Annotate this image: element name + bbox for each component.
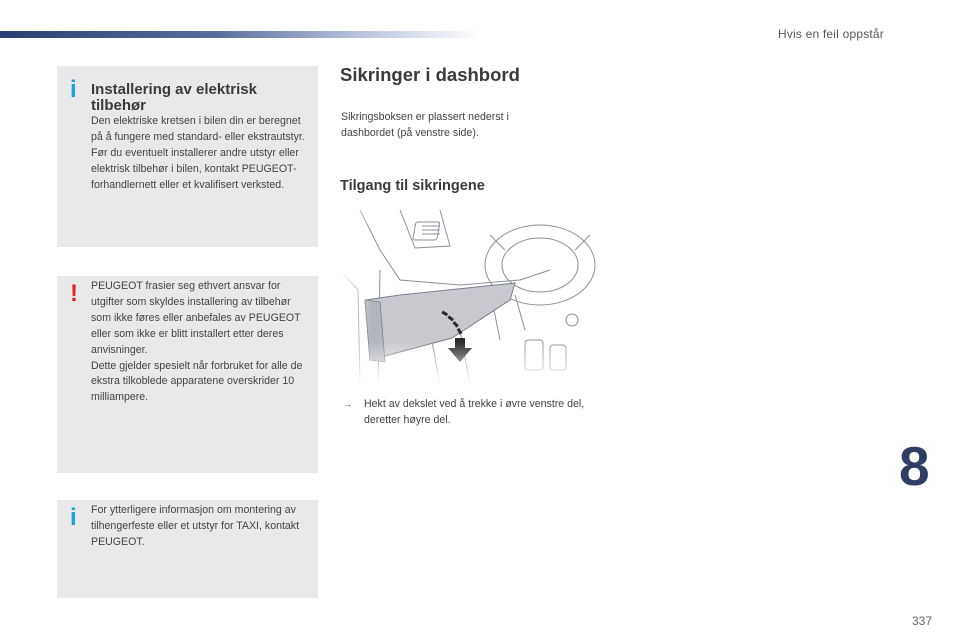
bullet-arrow-icon: → bbox=[343, 399, 352, 409]
section-title: Hvis en feil oppstår bbox=[777, 27, 884, 41]
info-box-electrical-accessories bbox=[57, 66, 318, 247]
warning-box-liability bbox=[57, 276, 318, 473]
box-text: For ytterligere informasjon om montering av tilhengerfeste eller et utstyr for TAXI, kontakt PEUGEOT. bbox=[91, 504, 300, 548]
box-text: PEUGEOT frasier seg ethvert ansvar for utgifter som skyldes installering av tilbehør som ikke føres eller anbefales av PEUGEOT eller som ikke er blitt installert etter deres anvisninger. Dette gjelder spesielt når forbruket for alle de ekstra tilkoblede apparatene overskrider 10 milliampere. bbox=[91, 280, 303, 404]
warning-icon: ! bbox=[70, 280, 78, 307]
box-title: Installering av elektrisk tilbehør bbox=[91, 81, 257, 114]
info-icon: i bbox=[70, 504, 77, 531]
instruction-text: Hekt av dekslet ved å trekke i øvre venstre del, deretter høyre del. bbox=[364, 398, 585, 426]
chapter-number: 8 bbox=[899, 435, 930, 497]
intro-text: Sikringsboksen er plassert nederst i dashbordet (på venstre side). bbox=[341, 111, 509, 139]
heading-fuses-dashboard: Sikringer i dashbord bbox=[340, 64, 520, 85]
header-gradient-bar bbox=[0, 31, 480, 38]
info-box-towbar bbox=[57, 500, 318, 598]
page-number: 337 bbox=[912, 614, 933, 628]
subheading-fuse-access: Tilgang til sikringene bbox=[340, 178, 485, 194]
box-text: Den elektriske kretsen i bilen din er beregnet på å fungere med standard- eller ekstrautstyr. Før du eventuelt installerer andre utstyr eller elektrisk tilbehør i bilen, kontakt PEUGEOT-forhandlernett eller et kvalifisert verksted. bbox=[91, 115, 305, 191]
dashboard-fuse-cover-illustration bbox=[340, 210, 602, 385]
info-icon: i bbox=[70, 76, 77, 103]
